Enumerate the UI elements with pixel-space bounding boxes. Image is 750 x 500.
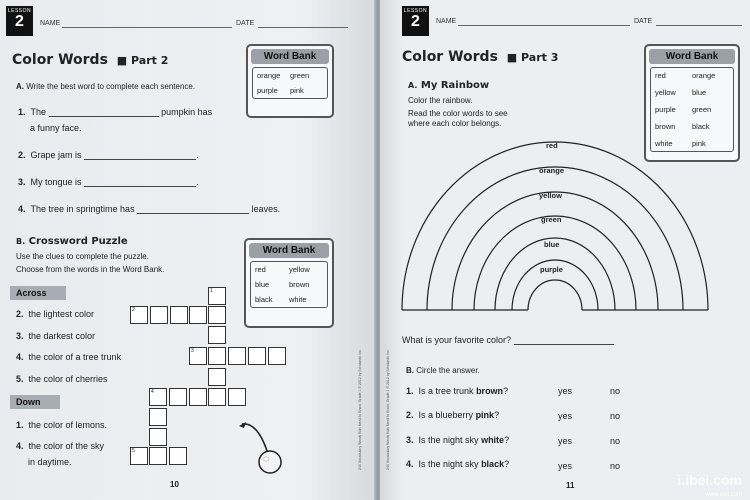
- no-option[interactable]: no: [610, 436, 621, 446]
- vertical-credit: 240 Vocabulary Words Kids Need to Know: Grade 1 © 2012 by Scholastic Inc.: [358, 349, 362, 470]
- word-bank-word: blue: [255, 280, 270, 289]
- part-label: ■ Part 3: [506, 51, 559, 64]
- word-bank-word: black: [255, 295, 273, 304]
- title-text: Color Words: [402, 49, 498, 65]
- sentence-text: My tongue is: [30, 177, 82, 187]
- word-bank-word: orange: [692, 71, 716, 80]
- word-bank-title: Word Bank: [249, 243, 329, 258]
- section-title: My Rainbow: [420, 80, 490, 91]
- across-clue: [16, 352, 121, 362]
- sentence-continuation: a funny face.: [30, 123, 82, 133]
- rainbow-band-label: blue: [544, 240, 560, 249]
- question-text: What is your favorite color?: [402, 335, 512, 345]
- item-number: 4.: [406, 459, 414, 469]
- lesson-badge: [6, 6, 33, 36]
- word-bank-word: red: [255, 265, 266, 274]
- clue-text: the color of lemons.: [28, 420, 108, 430]
- name-line[interactable]: [62, 27, 232, 28]
- lesson-number: 2: [411, 13, 420, 30]
- clue-number: 4.: [16, 441, 24, 451]
- clue-number: 1.: [16, 420, 24, 430]
- no-option[interactable]: no: [610, 386, 621, 396]
- name-label: NAME: [40, 20, 61, 27]
- crossword-cell[interactable]: [228, 347, 246, 365]
- clue-number: 2.: [16, 309, 24, 319]
- crossword-cell[interactable]: [208, 306, 226, 324]
- word-bank-word: yellow: [289, 265, 310, 274]
- crossword-cell[interactable]: [208, 347, 226, 365]
- lesson-badge: [402, 6, 429, 36]
- yes-no-item: [406, 459, 509, 469]
- date-label: DATE: [236, 20, 255, 27]
- cell-number: 5: [132, 448, 135, 454]
- across-clue: [16, 374, 108, 384]
- part-text: Part 2: [131, 54, 169, 67]
- color-word: pink: [475, 410, 495, 420]
- answer-blank[interactable]: [49, 107, 159, 117]
- word-bank-word: green: [290, 71, 310, 80]
- item-number: 1.: [18, 107, 26, 117]
- vertical-credit: 240 Vocabulary Words Kids Need to Know: Grade 1 © 2012 by Scholastic Inc.: [386, 349, 390, 470]
- clue-continuation: in daytime.: [28, 457, 72, 467]
- word-bank-title: Word Bank: [649, 49, 735, 64]
- word-bank-word: yellow: [655, 88, 676, 97]
- instruction-text: Choose from the words in the Word Bank.: [16, 265, 165, 274]
- word-bank-grid: [250, 261, 328, 308]
- question-mark: ?: [503, 386, 509, 396]
- section-b-instruction: [406, 366, 480, 375]
- crossword-cell[interactable]: [189, 388, 207, 406]
- question-text: Is a blueberry: [418, 410, 474, 420]
- item-number: 1.: [406, 386, 414, 396]
- section-title: Crossword Puzzle: [28, 236, 128, 247]
- cell-number: 4: [151, 389, 154, 395]
- yes-option[interactable]: yes: [558, 461, 573, 471]
- crossword-cell[interactable]: [228, 388, 246, 406]
- instruction-text: Read the color words to see: [408, 109, 508, 118]
- crossword-cell[interactable]: [170, 306, 188, 324]
- question-mark: ?: [494, 410, 500, 420]
- word-bank-grid: [252, 67, 328, 99]
- question-mark: ?: [504, 459, 510, 469]
- word-bank-word: brown: [655, 122, 676, 131]
- yes-option[interactable]: yes: [558, 411, 573, 421]
- sentence-text: .: [196, 177, 199, 187]
- answer-blank[interactable]: [84, 177, 196, 187]
- down-clue: [16, 420, 107, 430]
- clue-text: the color of a tree trunk: [28, 352, 122, 362]
- word-bank-word: brown: [289, 280, 310, 289]
- section-a-heading: [408, 80, 489, 91]
- word-bank-1: [246, 44, 334, 118]
- no-option[interactable]: no: [610, 461, 621, 471]
- across-label: Across: [10, 286, 66, 300]
- word-bank-word: orange: [257, 71, 281, 80]
- question-text: Is a tree trunk: [418, 386, 474, 396]
- right-page: [380, 0, 750, 500]
- across-clue: [16, 309, 94, 319]
- sentence-text: pumpkin has: [161, 107, 213, 117]
- down-clue: [16, 441, 104, 451]
- across-clue: [16, 331, 95, 341]
- yes-no-item: [406, 435, 509, 445]
- yes-option[interactable]: yes: [558, 436, 573, 446]
- word-bank-word: purple: [655, 105, 676, 114]
- color-word: brown: [476, 386, 504, 396]
- sentence-item-3: [18, 177, 199, 187]
- favorite-color-question: [402, 335, 614, 345]
- cherry-icon: [236, 418, 288, 478]
- clue-text: the color of the sky: [28, 441, 105, 451]
- part-text: Part 3: [521, 51, 559, 64]
- yes-no-item: [406, 386, 508, 396]
- crossword-cell[interactable]: [149, 408, 167, 426]
- sentence-text: leaves.: [251, 204, 281, 214]
- sentence-text: The tree in springtime has: [30, 204, 135, 214]
- crossword-cell[interactable]: [189, 306, 207, 324]
- rainbow-arc[interactable]: [474, 216, 636, 310]
- word-bank-word: red: [655, 71, 666, 80]
- instruction-text: Color the rainbow.: [408, 96, 473, 105]
- answer-blank[interactable]: [514, 335, 614, 345]
- lesson-label: LESSON: [403, 8, 428, 14]
- yes-no-item: [406, 410, 499, 420]
- date-line[interactable]: [656, 25, 742, 26]
- clue-text: the color of cherries: [28, 374, 108, 384]
- crossword-cell[interactable]: [150, 306, 168, 324]
- sentence-item-1: [18, 107, 212, 117]
- watermark: i.ibei.com: [677, 472, 742, 488]
- date-label: DATE: [634, 18, 653, 25]
- rainbow-arc[interactable]: [452, 192, 658, 310]
- word-bank-2: [244, 238, 334, 328]
- word-bank-word: pink: [290, 86, 304, 95]
- cell-number: 1: [210, 288, 213, 294]
- crossword-cell[interactable]: [208, 368, 226, 386]
- no-option[interactable]: no: [610, 411, 621, 421]
- word-bank-word: purple: [257, 86, 278, 95]
- crossword-cell[interactable]: [169, 447, 187, 465]
- question-mark: ?: [504, 435, 510, 445]
- rainbow-band-label: orange: [539, 166, 565, 175]
- item-number: 3.: [406, 435, 414, 445]
- instruction-text: where each color belongs.: [408, 119, 502, 128]
- section-letter: A.: [16, 82, 24, 91]
- crossword-cell[interactable]: [149, 447, 167, 465]
- word-bank-word: pink: [692, 139, 706, 148]
- watermark-sub: www.ibei.com: [705, 492, 742, 498]
- crossword-cell[interactable]: [268, 347, 286, 365]
- answer-blank[interactable]: [137, 204, 249, 214]
- crossword-cell[interactable]: [149, 428, 167, 446]
- page-number: 10: [170, 480, 179, 489]
- page-title: [12, 52, 168, 68]
- section-letter: A.: [408, 81, 418, 90]
- lesson-number: 2: [15, 13, 24, 30]
- page-title: [402, 49, 558, 65]
- question-text: Is the night sky: [418, 435, 479, 445]
- sentence-text: .: [196, 150, 199, 160]
- item-number: 3.: [18, 177, 26, 187]
- clue-text: the lightest color: [28, 309, 95, 319]
- crossword-cell[interactable]: [169, 388, 187, 406]
- date-line[interactable]: [258, 27, 348, 28]
- instruction-text: Write the best word to complete each sentence.: [26, 82, 196, 91]
- name-line[interactable]: [458, 25, 630, 26]
- part-label: ■ Part 2: [116, 54, 169, 67]
- clue-number: 4.: [16, 352, 24, 362]
- name-label: NAME: [436, 18, 457, 25]
- word-bank-word: blue: [692, 88, 707, 97]
- rainbow-band-label: yellow: [539, 191, 562, 200]
- section-a-instruction: [16, 82, 195, 91]
- instruction-text: Use the clues to complete the puzzle.: [16, 252, 149, 261]
- question-text: Is the night sky: [418, 459, 479, 469]
- rainbow-arc[interactable]: [528, 280, 582, 310]
- color-word: black: [481, 459, 505, 469]
- cell-number: 2: [132, 307, 135, 313]
- section-letter: B.: [406, 366, 414, 375]
- section-letter: B.: [16, 237, 26, 246]
- sentence-text: Grape jam is: [30, 150, 82, 160]
- crossword-cell[interactable]: [208, 388, 226, 406]
- rainbow-band-label: purple: [540, 265, 563, 274]
- clue-number: 3.: [16, 331, 24, 341]
- word-bank-title: Word Bank: [251, 49, 329, 64]
- crossword-cell[interactable]: [248, 347, 266, 365]
- item-number: 2.: [406, 410, 414, 420]
- word-bank-word: white: [289, 295, 307, 304]
- item-number: 4.: [18, 204, 26, 214]
- lesson-label: LESSON: [7, 8, 32, 14]
- word-bank-word: green: [692, 105, 712, 114]
- yes-option[interactable]: yes: [558, 386, 573, 396]
- section-b-heading: [16, 236, 128, 247]
- rainbow-band-label: green: [541, 215, 562, 224]
- instruction-text: Circle the answer.: [416, 366, 480, 375]
- answer-blank[interactable]: [84, 150, 196, 160]
- crossword-cell[interactable]: [208, 326, 226, 344]
- sentence-item-4: [18, 204, 280, 214]
- word-bank-word: black: [692, 122, 710, 131]
- clue-number: 5.: [16, 374, 24, 384]
- page-number: 11: [566, 481, 575, 490]
- clue-text: the darkest color: [28, 331, 96, 341]
- color-word: white: [481, 435, 505, 445]
- word-bank-word: white: [655, 139, 673, 148]
- cell-number: 3: [191, 348, 194, 354]
- item-number: 2.: [18, 150, 26, 160]
- rainbow-band-label: red: [546, 141, 558, 150]
- sentence-item-2: [18, 150, 199, 160]
- title-text: Color Words: [12, 52, 108, 68]
- down-label: Down: [10, 395, 60, 409]
- sentence-text: The: [30, 107, 47, 117]
